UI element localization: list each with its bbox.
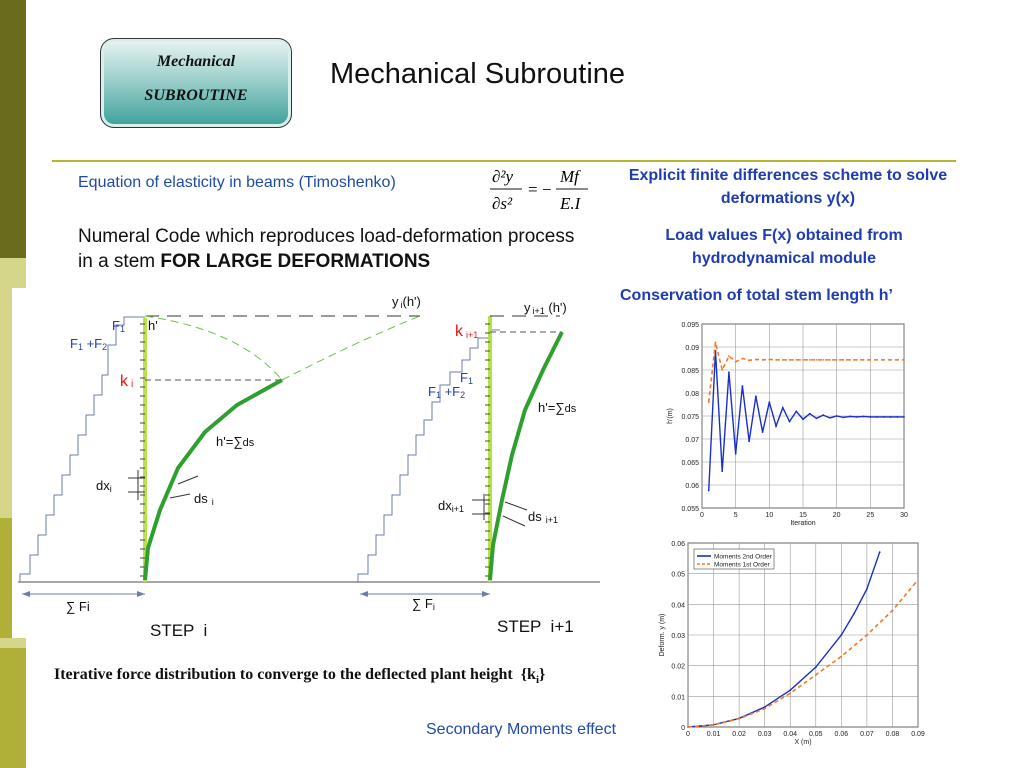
point-explicit-scheme: Explicit finite differences scheme to solve deformations y(x) bbox=[628, 167, 948, 207]
x-tick-label: 0.07 bbox=[860, 731, 874, 738]
data-point bbox=[802, 418, 804, 420]
x-tick-label: 0.03 bbox=[757, 731, 772, 738]
y-tick-label: 0.04 bbox=[671, 602, 685, 610]
data-point bbox=[883, 359, 885, 361]
iterative-k: {k bbox=[520, 666, 536, 683]
iterative-sub: i bbox=[535, 674, 539, 687]
data-point bbox=[762, 431, 764, 433]
data-point bbox=[789, 421, 791, 423]
label-ds-step-i: ds i bbox=[194, 491, 214, 507]
label-sumf-step-i: ∑ Fi bbox=[66, 599, 90, 614]
page-title: Mechanical Subroutine bbox=[330, 58, 626, 90]
y-tick-label: 0.075 bbox=[681, 414, 699, 421]
data-point bbox=[713, 724, 715, 726]
data-point bbox=[735, 453, 737, 455]
y-tick-label: 0.065 bbox=[681, 460, 699, 467]
y-tick-label: 0.02 bbox=[671, 663, 685, 671]
label-f1-step-i: F1 bbox=[112, 318, 125, 334]
data-point bbox=[775, 425, 777, 427]
data-point bbox=[715, 342, 717, 344]
x-tick-label: 20 bbox=[832, 512, 841, 519]
data-point bbox=[915, 582, 917, 584]
data-point bbox=[822, 414, 824, 416]
numeral-text: Numeral Code which reproduces load-deformation process in a stem bbox=[78, 226, 575, 272]
x-tick-label: 0 bbox=[700, 512, 704, 519]
data-point bbox=[879, 551, 881, 553]
elasticity-equation bbox=[488, 160, 598, 218]
data-point bbox=[866, 588, 868, 590]
left-bar-light bbox=[0, 258, 26, 288]
legend-label: Moments 2nd Order bbox=[714, 553, 772, 561]
y-axis-label: Deform. y (m) bbox=[659, 613, 666, 657]
data-point bbox=[856, 416, 858, 418]
label-hprime-step-i: h' bbox=[148, 318, 158, 333]
x-tick-label: 5 bbox=[733, 512, 738, 519]
convergence-chart bbox=[664, 318, 914, 530]
left-bar-mid bbox=[0, 518, 12, 638]
data-point bbox=[849, 416, 851, 418]
data-point bbox=[755, 359, 757, 361]
y-tick-label: 0.06 bbox=[671, 541, 685, 548]
data-point bbox=[816, 417, 818, 419]
data-point bbox=[829, 359, 831, 361]
secondary-moments-label: Secondary Moments effect bbox=[426, 721, 617, 738]
data-point bbox=[856, 359, 858, 361]
y-tick-label: 0 bbox=[681, 725, 685, 732]
data-point bbox=[708, 490, 710, 492]
deformation-diagram bbox=[14, 290, 614, 650]
x-axis-label: Iteration bbox=[790, 520, 816, 527]
label-hsum-step-i: h'=∑ds bbox=[216, 434, 255, 449]
data-point bbox=[815, 666, 817, 668]
data-point bbox=[735, 361, 737, 363]
y-tick-label: 0.085 bbox=[681, 368, 699, 375]
x-tick-label: 10 bbox=[765, 512, 774, 519]
deformed-stem-step-i1 bbox=[490, 332, 562, 580]
data-point bbox=[789, 689, 791, 691]
data-point bbox=[903, 359, 905, 361]
data-point bbox=[742, 385, 744, 387]
data-point bbox=[809, 413, 811, 415]
data-point bbox=[721, 369, 723, 371]
eq-den-right: E.I bbox=[560, 194, 581, 213]
data-point bbox=[782, 359, 784, 361]
x-tick-label: 30 bbox=[900, 512, 908, 519]
data-point bbox=[687, 726, 689, 728]
data-point bbox=[708, 401, 710, 403]
x-tick-label: 0 bbox=[686, 731, 690, 738]
data-point bbox=[768, 359, 770, 361]
data-point bbox=[843, 359, 845, 361]
data-point bbox=[876, 416, 878, 418]
iterative-main: Iterative force distribution to converge to the deflected plant height bbox=[54, 666, 513, 683]
x-tick-label: 0.08 bbox=[885, 731, 900, 738]
data-point bbox=[809, 359, 811, 361]
data-point bbox=[802, 359, 804, 361]
data-point bbox=[728, 355, 730, 357]
mechanical-subroutine-logo bbox=[100, 38, 292, 128]
data-point bbox=[721, 470, 723, 472]
data-point bbox=[853, 613, 855, 615]
x-tick-label: 15 bbox=[799, 512, 807, 519]
equation-label: Equation of elasticity in beams (Timoshenko) bbox=[78, 174, 396, 191]
y-tick-label: 0.06 bbox=[685, 483, 699, 490]
y-tick-label: 0.095 bbox=[681, 322, 699, 329]
logo-line2: SUBROUTINE bbox=[144, 87, 248, 104]
data-point bbox=[816, 359, 818, 361]
left-bar-mid-2 bbox=[0, 648, 26, 768]
y-tick-label: 0.09 bbox=[685, 345, 699, 352]
y-tick-label: 0.05 bbox=[671, 571, 685, 579]
step-i-label: STEP i bbox=[150, 621, 208, 640]
eq-num-left: ∂²y bbox=[492, 167, 514, 186]
x-tick-label: 0.02 bbox=[732, 731, 746, 738]
step-i1-label: STEP i+1 bbox=[497, 617, 574, 636]
data-point bbox=[840, 634, 842, 636]
y-tick-label: 0.055 bbox=[681, 506, 699, 513]
x-tick-label: 0.05 bbox=[808, 731, 823, 738]
data-point bbox=[789, 359, 791, 361]
data-point bbox=[755, 395, 757, 397]
data-point bbox=[836, 415, 838, 417]
force-staircase-step-i bbox=[20, 317, 145, 582]
data-point bbox=[795, 359, 797, 361]
data-point bbox=[863, 359, 865, 361]
x-tick-label: 0.06 bbox=[834, 731, 849, 738]
data-point bbox=[849, 359, 851, 361]
label-f1f2-step-i: F1 +F2 bbox=[70, 336, 108, 352]
data-point bbox=[890, 416, 892, 418]
data-point bbox=[764, 708, 766, 710]
iterative-close: } bbox=[539, 666, 546, 683]
label-ds-step-i1: ds i+1 bbox=[528, 509, 558, 525]
data-point bbox=[738, 718, 740, 720]
data-point bbox=[782, 407, 784, 409]
data-point bbox=[728, 371, 730, 373]
label-k-step-i1: ki+1 bbox=[455, 323, 479, 340]
iterative-force-text bbox=[54, 664, 614, 691]
data-point bbox=[815, 674, 817, 676]
label-y-step-i1: y i+1 (h') bbox=[524, 300, 567, 316]
data-point bbox=[890, 359, 892, 361]
data-point bbox=[869, 359, 871, 361]
x-tick-label: 0.01 bbox=[706, 731, 721, 738]
y-tick-label: 0.08 bbox=[685, 391, 699, 398]
y-tick-label: 0.03 bbox=[671, 633, 685, 640]
data-point bbox=[822, 359, 824, 361]
left-bar-dark bbox=[0, 0, 26, 258]
data-point bbox=[896, 416, 898, 418]
data-point bbox=[762, 359, 764, 361]
x-tick-label: 0.09 bbox=[911, 731, 925, 738]
point-conservation: Conservation of total stem length h’ bbox=[620, 287, 893, 304]
force-staircase-step-i1 bbox=[358, 330, 500, 582]
logo-line1: Mechanical bbox=[156, 53, 236, 70]
x-axis-label: X (m) bbox=[794, 739, 812, 746]
numeral-code-text bbox=[78, 224, 590, 274]
deformation-chart bbox=[658, 537, 928, 751]
eq-den-left: ∂s² bbox=[492, 194, 513, 213]
data-point bbox=[863, 416, 865, 418]
label-sumf-step-i1: ∑ Fi bbox=[412, 596, 435, 612]
data-point bbox=[896, 359, 898, 361]
data-point bbox=[883, 416, 885, 418]
data-point bbox=[836, 359, 838, 361]
eq-num-right: Mf bbox=[560, 167, 579, 186]
legend-label: Moments 1st Order bbox=[714, 561, 770, 569]
data-point bbox=[840, 656, 842, 658]
label-f1f2-step-i1: F1 +F2 bbox=[428, 384, 466, 400]
label-dx-step-i1: dxi+1 bbox=[438, 498, 464, 514]
data-point bbox=[748, 440, 750, 442]
label-dx-step-i: dxi bbox=[96, 478, 112, 494]
y-tick-label: 0.01 bbox=[671, 694, 685, 702]
deformed-stem-step-i bbox=[145, 380, 282, 580]
label-hsum-step-i1: h'=∑ds bbox=[538, 400, 577, 415]
label-k-step-i: ki bbox=[120, 373, 134, 390]
point-load-values: Load values F(x) obtained from hydrodynamical module bbox=[665, 227, 903, 267]
data-point bbox=[903, 416, 905, 418]
label-f1-step-i1: F1 bbox=[460, 370, 473, 386]
data-point bbox=[795, 411, 797, 413]
data-point bbox=[742, 358, 744, 360]
data-point bbox=[789, 692, 791, 694]
data-point bbox=[866, 634, 868, 636]
y-axis-label: h'(m) bbox=[667, 408, 674, 424]
data-point bbox=[768, 401, 770, 403]
label-y-step-i: y i(h') bbox=[392, 294, 421, 310]
left-bar-light-2 bbox=[0, 288, 12, 518]
data-point bbox=[843, 416, 845, 418]
data-point bbox=[869, 416, 871, 418]
data-point bbox=[892, 610, 894, 612]
eq-equals: = − bbox=[528, 180, 552, 199]
data-point bbox=[748, 359, 750, 361]
x-tick-label: 25 bbox=[866, 512, 875, 519]
data-point bbox=[829, 417, 831, 419]
y-tick-label: 0.07 bbox=[685, 437, 699, 444]
data-point bbox=[775, 359, 777, 361]
numeral-bold: FOR LARGE DEFORMATIONS bbox=[160, 251, 431, 272]
x-tick-label: 0.04 bbox=[783, 731, 798, 738]
data-point bbox=[876, 359, 878, 361]
